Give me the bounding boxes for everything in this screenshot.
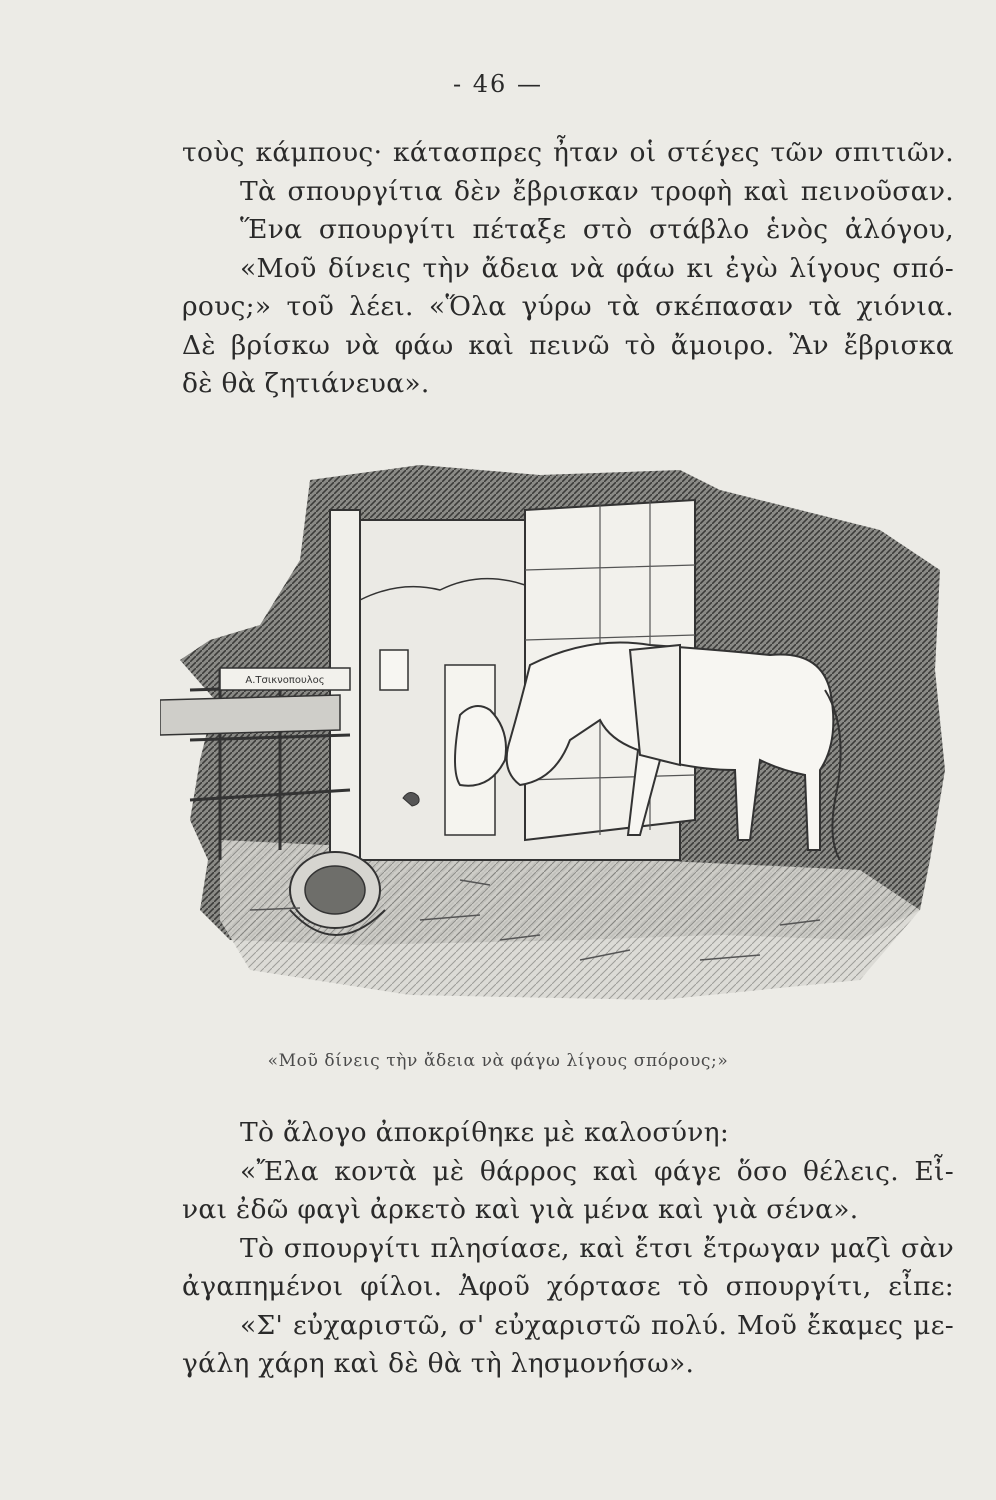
text-line: «Μοῦ δίνεις τὴν ἄδεια νὰ φάω κι ἐγὼ λίγους σπό- [240,252,954,284]
text-line: γάλη χάρη καὶ δὲ θὰ τὴ λησμονήσω». [182,1348,695,1379]
sign-text: Α.Τσικνοπουλος [245,675,325,686]
text-line: δὲ θὰ ζητιάνευα». [182,368,430,399]
text-line: Τὸ σπουργίτι πλησίασε, καὶ ἔτσι ἔτρωγαν μαζὶ σὰν [240,1232,954,1264]
text-line: «Ἔλα κοντὰ μὲ θάρρος καὶ φάγε ὅσο θέλεις. Εἶ- [240,1155,954,1187]
text-line: ναι ἐδῶ φαγὶ ἀρκετὸ καὶ γιὰ μένα καὶ γιὰ σένα». [182,1194,859,1225]
text-line: Δὲ βρίσκω νὰ φάω καὶ πεινῶ τὸ ἄμοιρο. Ἂν ἔβρισκα [182,329,954,361]
paragraph-top [182,134,954,404]
text-line: Τὰ σπουργίτια δὲν ἔβρισκαν τροφὴ καὶ πεινοῦσαν. [240,175,954,207]
horse-stable-drawing [160,440,950,1040]
paragraph-bottom [182,1114,954,1384]
text-line: ρους;» τοῦ λέει. «Ὅλα γύρω τὰ σκέπασαν τὰ χιόνια. [182,291,954,322]
text-line: ἀγαπημένοι φίλοι. Ἀφοῦ χόρτασε τὸ σπουργίτι, εἶπε: [182,1271,954,1302]
text-line: «Σ' εὐχαριστῶ, σ' εὐχαριστῶ πολύ. Μοῦ ἔκαμες με- [240,1309,954,1341]
window [380,650,408,690]
text-line: Τὸ ἄλογο ἀποκρίθηκε μὲ καλοσύνη: [240,1117,730,1148]
text-line: τοὺς κάμπους· κάτασπρες ἦταν οἱ στέγες τῶν σπιτιῶν. [182,137,954,168]
illustration-caption: «Μοῦ δίνεις τὴν ἄδεια νὰ φάγω λίγους σπόρους;» [267,1051,729,1071]
text-line: Ἕνα σπουργίτι πέταξε στὸ στάβλο ἑνὸς ἀλόγου, [240,214,954,245]
illustration-horse-stable [160,440,950,1040]
page-number: - 46 — [453,70,543,98]
